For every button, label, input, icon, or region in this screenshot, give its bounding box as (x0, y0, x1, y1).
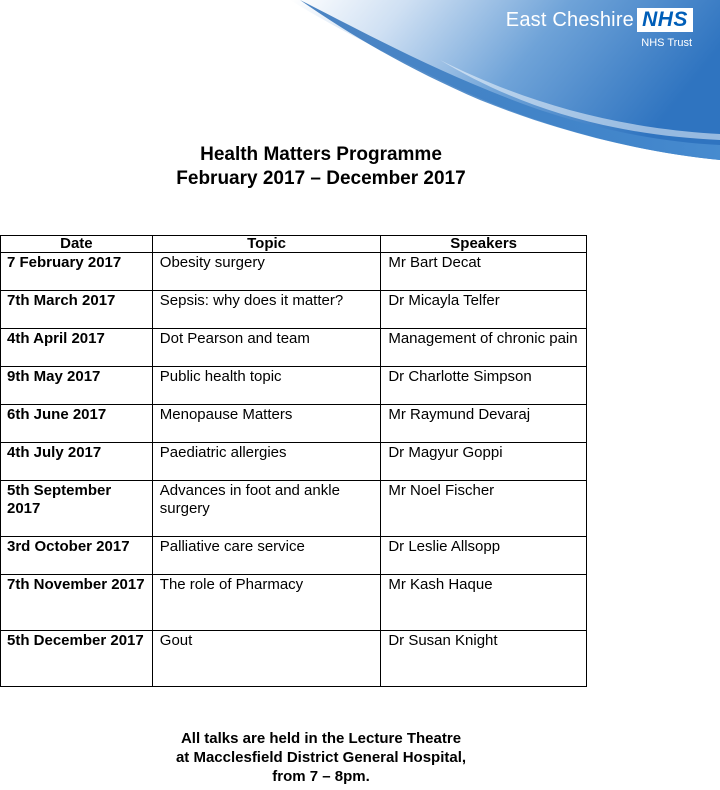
table-row (1, 329, 587, 367)
table-row (1, 443, 587, 481)
venue-line-3: from 7 – 8pm. (272, 768, 370, 785)
row-topic: Public health topic (152, 367, 381, 405)
row-topic: Menopause Matters (152, 405, 381, 443)
title-line-2: February 2017 – December 2017 (176, 168, 466, 189)
row-speaker: Dr Magyur Goppi (381, 443, 587, 481)
title-line-1: Health Matters Programme (200, 144, 442, 165)
row-date: 9th May 2017 (1, 367, 153, 405)
table-row (1, 537, 587, 575)
row-topic: Sepsis: why does it matter? (152, 291, 381, 329)
venue-note (0, 729, 642, 786)
venue-line-1: All talks are held in the Lecture Theatre (180, 730, 462, 747)
row-speaker: Dr Micayla Telfer (381, 291, 587, 329)
row-speaker: Mr Bart Decat (381, 253, 587, 291)
table-row (1, 631, 587, 687)
row-topic: Paediatric allergies (152, 443, 381, 481)
row-date: 4th July 2017 (1, 443, 153, 481)
table-row (1, 575, 587, 631)
header-date: Date (1, 236, 153, 253)
table-row (1, 405, 587, 443)
row-topic: Dot Pearson and team (152, 329, 381, 367)
row-speaker: Dr Charlotte Simpson (381, 367, 587, 405)
header-topic: Topic (152, 236, 381, 253)
table-header-row (1, 236, 587, 253)
row-date: 5th September 2017 (1, 481, 153, 537)
row-date: 7th November 2017 (1, 575, 153, 631)
row-date: 6th June 2017 (1, 405, 153, 443)
programme-table (0, 235, 587, 687)
org-subtitle: NHS Trust (641, 37, 692, 49)
row-topic: Obesity surgery (152, 253, 381, 291)
venue-line-2: at Macclesfield District General Hospital, (175, 749, 467, 766)
row-date: 7 February 2017 (1, 253, 153, 291)
row-topic: Palliative care service (152, 537, 381, 575)
row-topic: Advances in foot and ankle surgery (152, 481, 381, 537)
header-speakers: Speakers (381, 236, 587, 253)
row-date: 4th April 2017 (1, 329, 153, 367)
row-speaker: Dr Susan Knight (381, 631, 587, 687)
table-row (1, 367, 587, 405)
row-topic: The role of Pharmacy (152, 575, 381, 631)
row-date: 3rd October 2017 (1, 537, 153, 575)
table-row (1, 253, 587, 291)
row-speaker: Dr Leslie Allsopp (381, 537, 587, 575)
row-topic: Gout (152, 631, 381, 687)
nhs-logo: NHS (637, 8, 693, 32)
row-date: 5th December 2017 (1, 631, 153, 687)
table-row (1, 481, 587, 537)
org-name: East Cheshire (505, 9, 634, 31)
row-speaker: Mr Raymund Devaraj (381, 405, 587, 443)
row-date: 7th March 2017 (1, 291, 153, 329)
row-speaker: Mr Kash Haque (381, 575, 587, 631)
table-row (1, 291, 587, 329)
row-speaker: Mr Noel Fischer (381, 481, 587, 537)
row-speaker: Management of chronic pain (381, 329, 587, 367)
page-title (0, 143, 642, 191)
